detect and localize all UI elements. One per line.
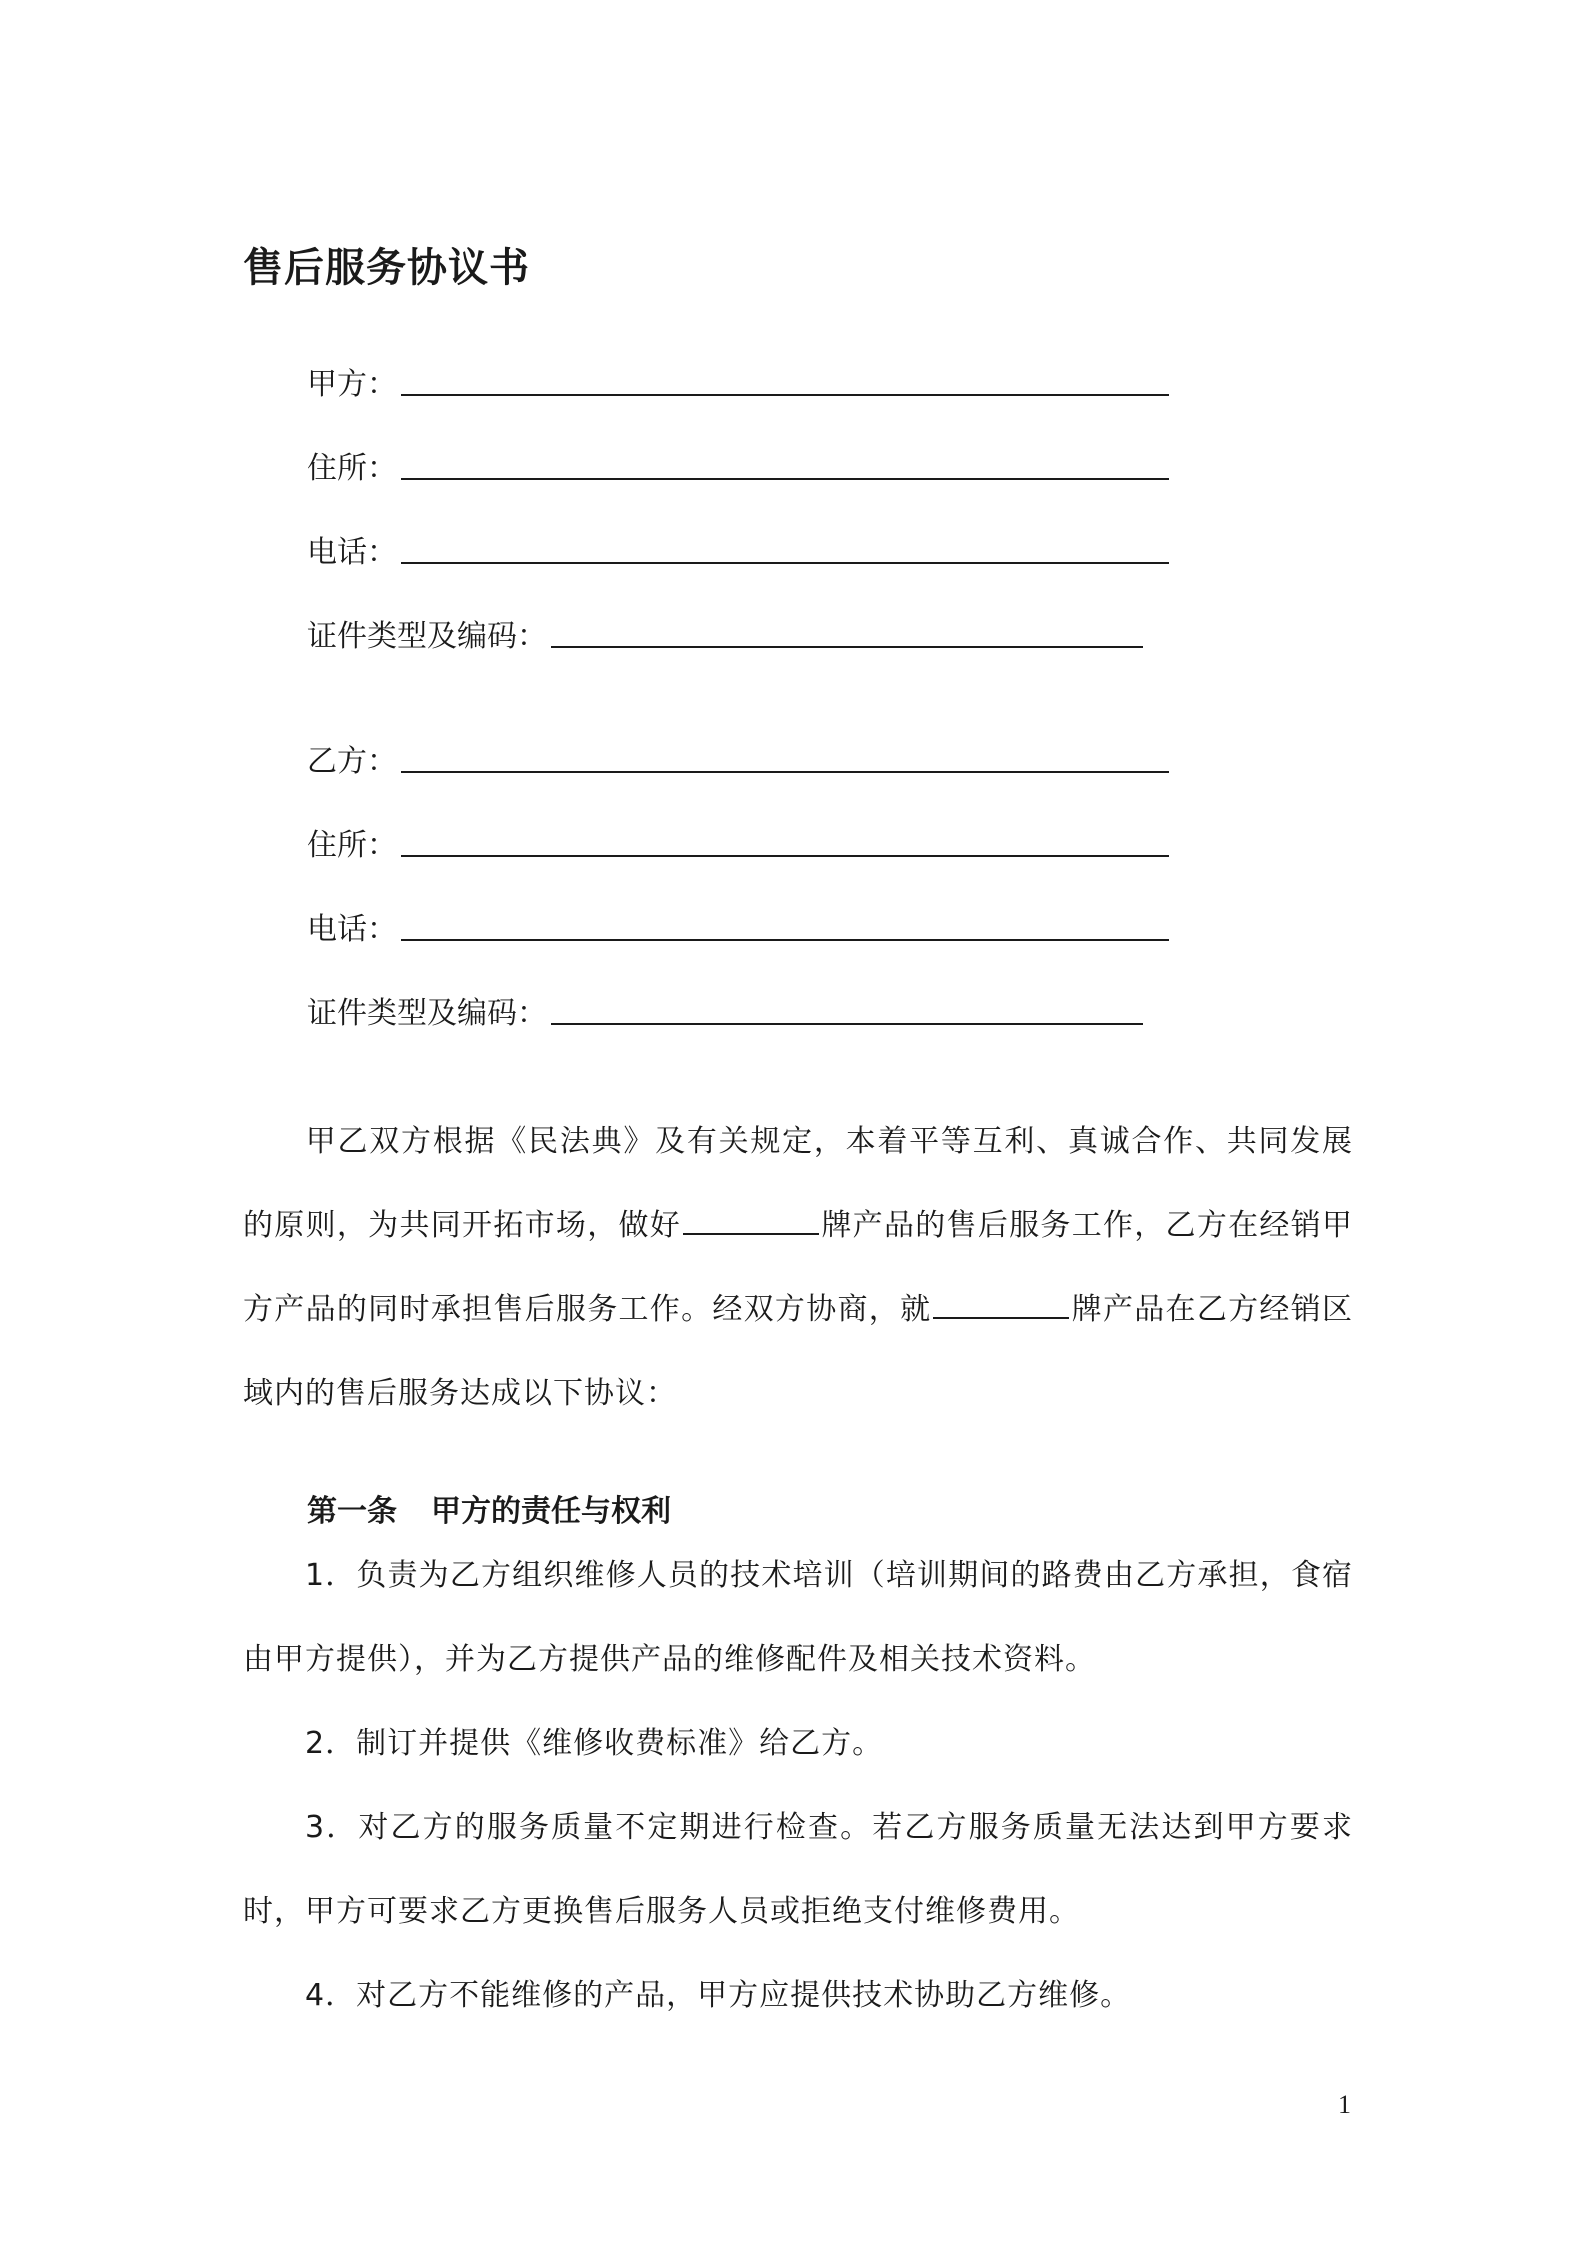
article-1-clause-3: [243, 1786, 1353, 1954]
party-b-id-blank: [551, 1023, 1143, 1025]
brand-blank-1: [683, 1205, 819, 1235]
page-number: 1: [1338, 2090, 1351, 2119]
party-a-name-blank: [401, 394, 1169, 396]
article-1-title: 甲方的责任与权利: [431, 1494, 671, 1529]
party-a-phone-field: [307, 533, 1169, 573]
clause-1-text: 1．负责为乙方组织维修人员的技术培训（培训期间的路费由乙方承担，食宿由甲方提供），并为乙方提供产品的维修配件及相关技术资料。: [243, 1558, 1353, 1677]
article-1-clause-1: [243, 1534, 1353, 1702]
party-a-id-blank: [551, 646, 1143, 648]
party-a-address-field: [307, 449, 1169, 489]
brand-blank-2: [933, 1289, 1069, 1319]
preamble-part-2: 牌产品的售后服务工作，乙方在经销甲方产品的同时承担售后服务工作。经双方协商，就: [243, 1208, 1354, 1327]
party-a-phone-blank: [401, 562, 1169, 564]
clause-3-text: 3．对乙方的服务质量不定期进行检查。若乙方服务质量无法达到甲方要求时，甲方可要求乙方更换售后服务人员或拒绝支付维修费用。: [243, 1810, 1353, 1929]
party-a-name-label: 甲方：: [307, 367, 397, 402]
party-a-phone-label: 电话：: [307, 535, 397, 570]
preamble-part-3: 牌产品在乙方经销区域内的售后服务达成以下协议：: [243, 1292, 1354, 1411]
clause-4-text: 4．对乙方不能维修的产品，甲方应提供技术协助乙方维修。: [305, 1978, 1132, 2013]
party-b-id-field: [307, 994, 1143, 1034]
party-b-address-field: [307, 826, 1169, 866]
article-1-number: 第一条: [307, 1494, 397, 1529]
party-b-phone-field: [307, 910, 1169, 950]
party-b-phone-label: 电话：: [307, 912, 397, 947]
document-title: 售后服务协议书: [243, 245, 530, 291]
party-a-name-field: [307, 365, 1169, 405]
party-b-name-blank: [401, 771, 1169, 773]
party-b-id-label: 证件类型及编码：: [307, 996, 547, 1031]
party-b-name-field: [307, 742, 1169, 782]
party-a-id-label: 证件类型及编码：: [307, 619, 547, 654]
party-b-name-label: 乙方：: [307, 744, 397, 779]
article-1-heading: [307, 1492, 671, 1532]
article-1-clause-4: [243, 1954, 1353, 2038]
party-a-address-blank: [401, 478, 1169, 480]
party-b-address-label: 住所：: [307, 828, 397, 863]
preamble-part-1: 甲乙双方根据《民法典》及有关规定，本着平等互利、真诚合作、共同发展的原则，为共同开拓市场，做好: [243, 1124, 1353, 1243]
party-a-address-label: 住所：: [307, 451, 397, 486]
party-b-address-blank: [401, 855, 1169, 857]
party-b-phone-blank: [401, 939, 1169, 941]
party-a-id-field: [307, 617, 1143, 657]
article-1-clause-2: [243, 1702, 1353, 1786]
clause-2-text: 2．制订并提供《维修收费标准》给乙方。: [305, 1726, 884, 1761]
preamble-paragraph: [243, 1100, 1353, 1436]
